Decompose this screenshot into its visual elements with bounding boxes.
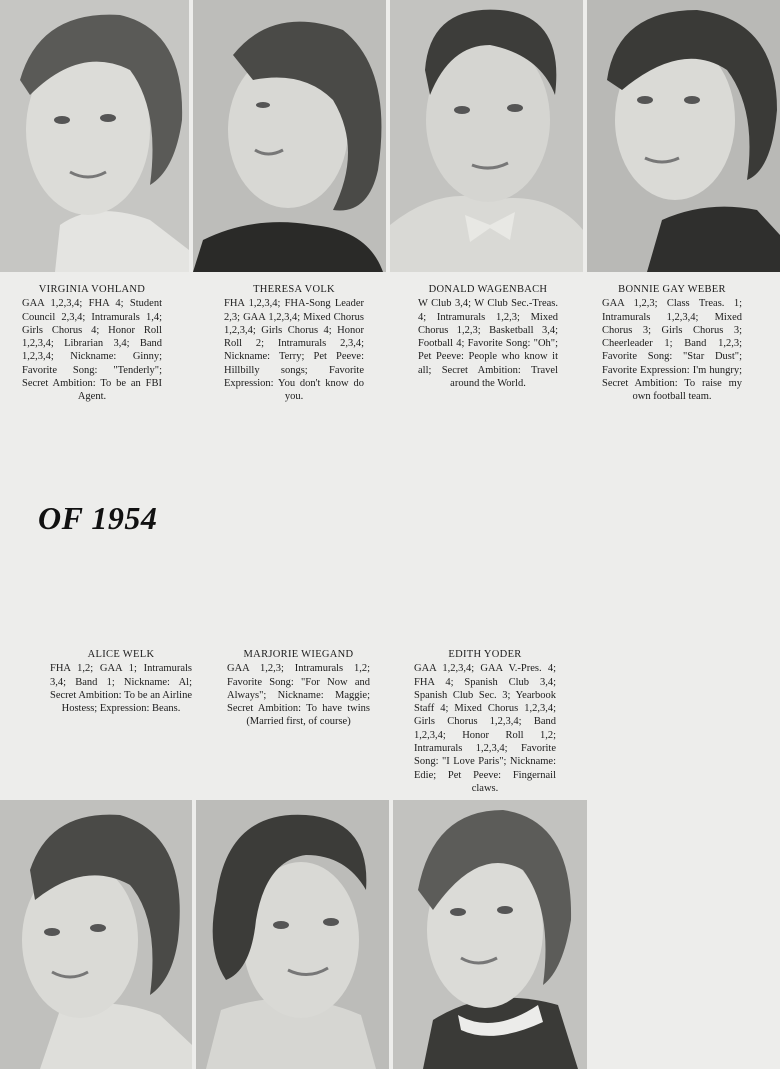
caption-edith-yoder <box>414 648 556 795</box>
student-bio: FHA 1,2,3,4; FHA-Song Leader 2,3; GAA 1,2,3,4; Mixed Chorus 1,2,3,4; Girls Chorus 4; Honor Roll 2; Intramurals 2,3,4; Nickname: Terry; Pet Peeve: Hillbilly songs; Favorite Expression: You don't know do you. <box>224 298 364 403</box>
student-name: BONNIE GAY WEBER <box>618 284 726 295</box>
photo-alice-welk <box>0 800 192 1069</box>
portrait-photo-icon <box>0 800 192 1069</box>
portrait-photo-icon <box>193 0 386 272</box>
student-name: MARJORIE WIEGAND <box>243 649 354 660</box>
photo-virginia-vohland <box>0 0 189 272</box>
photo-theresa-volk <box>193 0 386 272</box>
student-name: VIRGINIA VOHLAND <box>38 284 146 295</box>
student-bio: W Club 3,4; W Club Sec.-Treas. 4; Intramurals 1,2,3; Mixed Chorus 1,2,3; Basketball 3,4; Football 4; Favorite Song: "Oh"; Pet Peeve: People who know it all; Secret Ambition: Travel around the World. <box>418 298 558 390</box>
student-bio: GAA 1,2,3; Intramurals 1,2; Favorite Song: "For Now and Always"; Nickname: Maggie; Secret Ambition: To have twins (Married first, of course) <box>227 663 370 728</box>
caption-marjorie-wiegand <box>227 648 370 729</box>
caption-donald-wagenbach <box>418 283 558 390</box>
photo-edith-yoder <box>393 800 587 1069</box>
caption-alice-welk <box>50 648 192 715</box>
student-name: EDITH YODER <box>448 649 522 660</box>
portrait-photo-icon <box>393 800 587 1069</box>
student-name: THERESA VOLK <box>253 284 335 295</box>
student-bio: GAA 1,2,3,4; GAA V.-Pres. 4; FHA 4; Spanish Club 3,4; Spanish Club Sec. 3; Yearbook Staff 4; Mixed Chorus 1,2,3,4; Girls Chorus 1,2,3,4; Band 1,2,3,4; Honor Roll 1,2; Intramurals 1,2,3,4; Favorite Song: "I Love Paris"; Nickname: Edie; Pet Peeve: Fingernail claws. <box>414 663 556 794</box>
student-bio: GAA 1,2,3,4; FHA 4; Student Council 2,3,4; Intramurals 1,4; Girls Chorus 4; Honor Roll 1,2,3,4; Librarian 3,4; Band 1,2,3,4; Nickname: Ginny; Favorite Song: "Tenderly"; Secret Ambition: To be an FBI Agent. <box>22 298 162 403</box>
caption-bonnie-gay-weber <box>602 283 742 404</box>
student-bio: GAA 1,2,3; Class Treas. 1; Intramurals 1,2,3,4; Mixed Chorus 3; Girls Chorus 3; Cheerleader 1; Band 1,2,3; Favorite Song: "Star Dust"; Favorite Expression: I'm hungry; Secret Ambition: To raise my own football team. <box>602 298 742 403</box>
portrait-photo-icon <box>196 800 389 1069</box>
portrait-photo-icon <box>390 0 583 272</box>
student-name: ALICE WELK <box>87 649 155 660</box>
photo-donald-wagenbach <box>390 0 583 272</box>
caption-virginia-vohland <box>22 283 162 404</box>
portrait-photo-icon <box>0 0 189 272</box>
caption-theresa-volk <box>224 283 364 404</box>
page-heading: OF 1954 <box>38 500 158 536</box>
photo-bonnie-gay-weber <box>587 0 780 272</box>
photo-marjorie-wiegand <box>196 800 389 1069</box>
student-name: DONALD WAGENBACH <box>428 284 548 295</box>
portrait-photo-icon <box>587 0 780 272</box>
student-bio: FHA 1,2; GAA 1; Intramurals 3,4; Band 1; Nickname: Al; Secret Ambition: To be an Airline Hostess; Expression: Beans. <box>50 663 192 715</box>
